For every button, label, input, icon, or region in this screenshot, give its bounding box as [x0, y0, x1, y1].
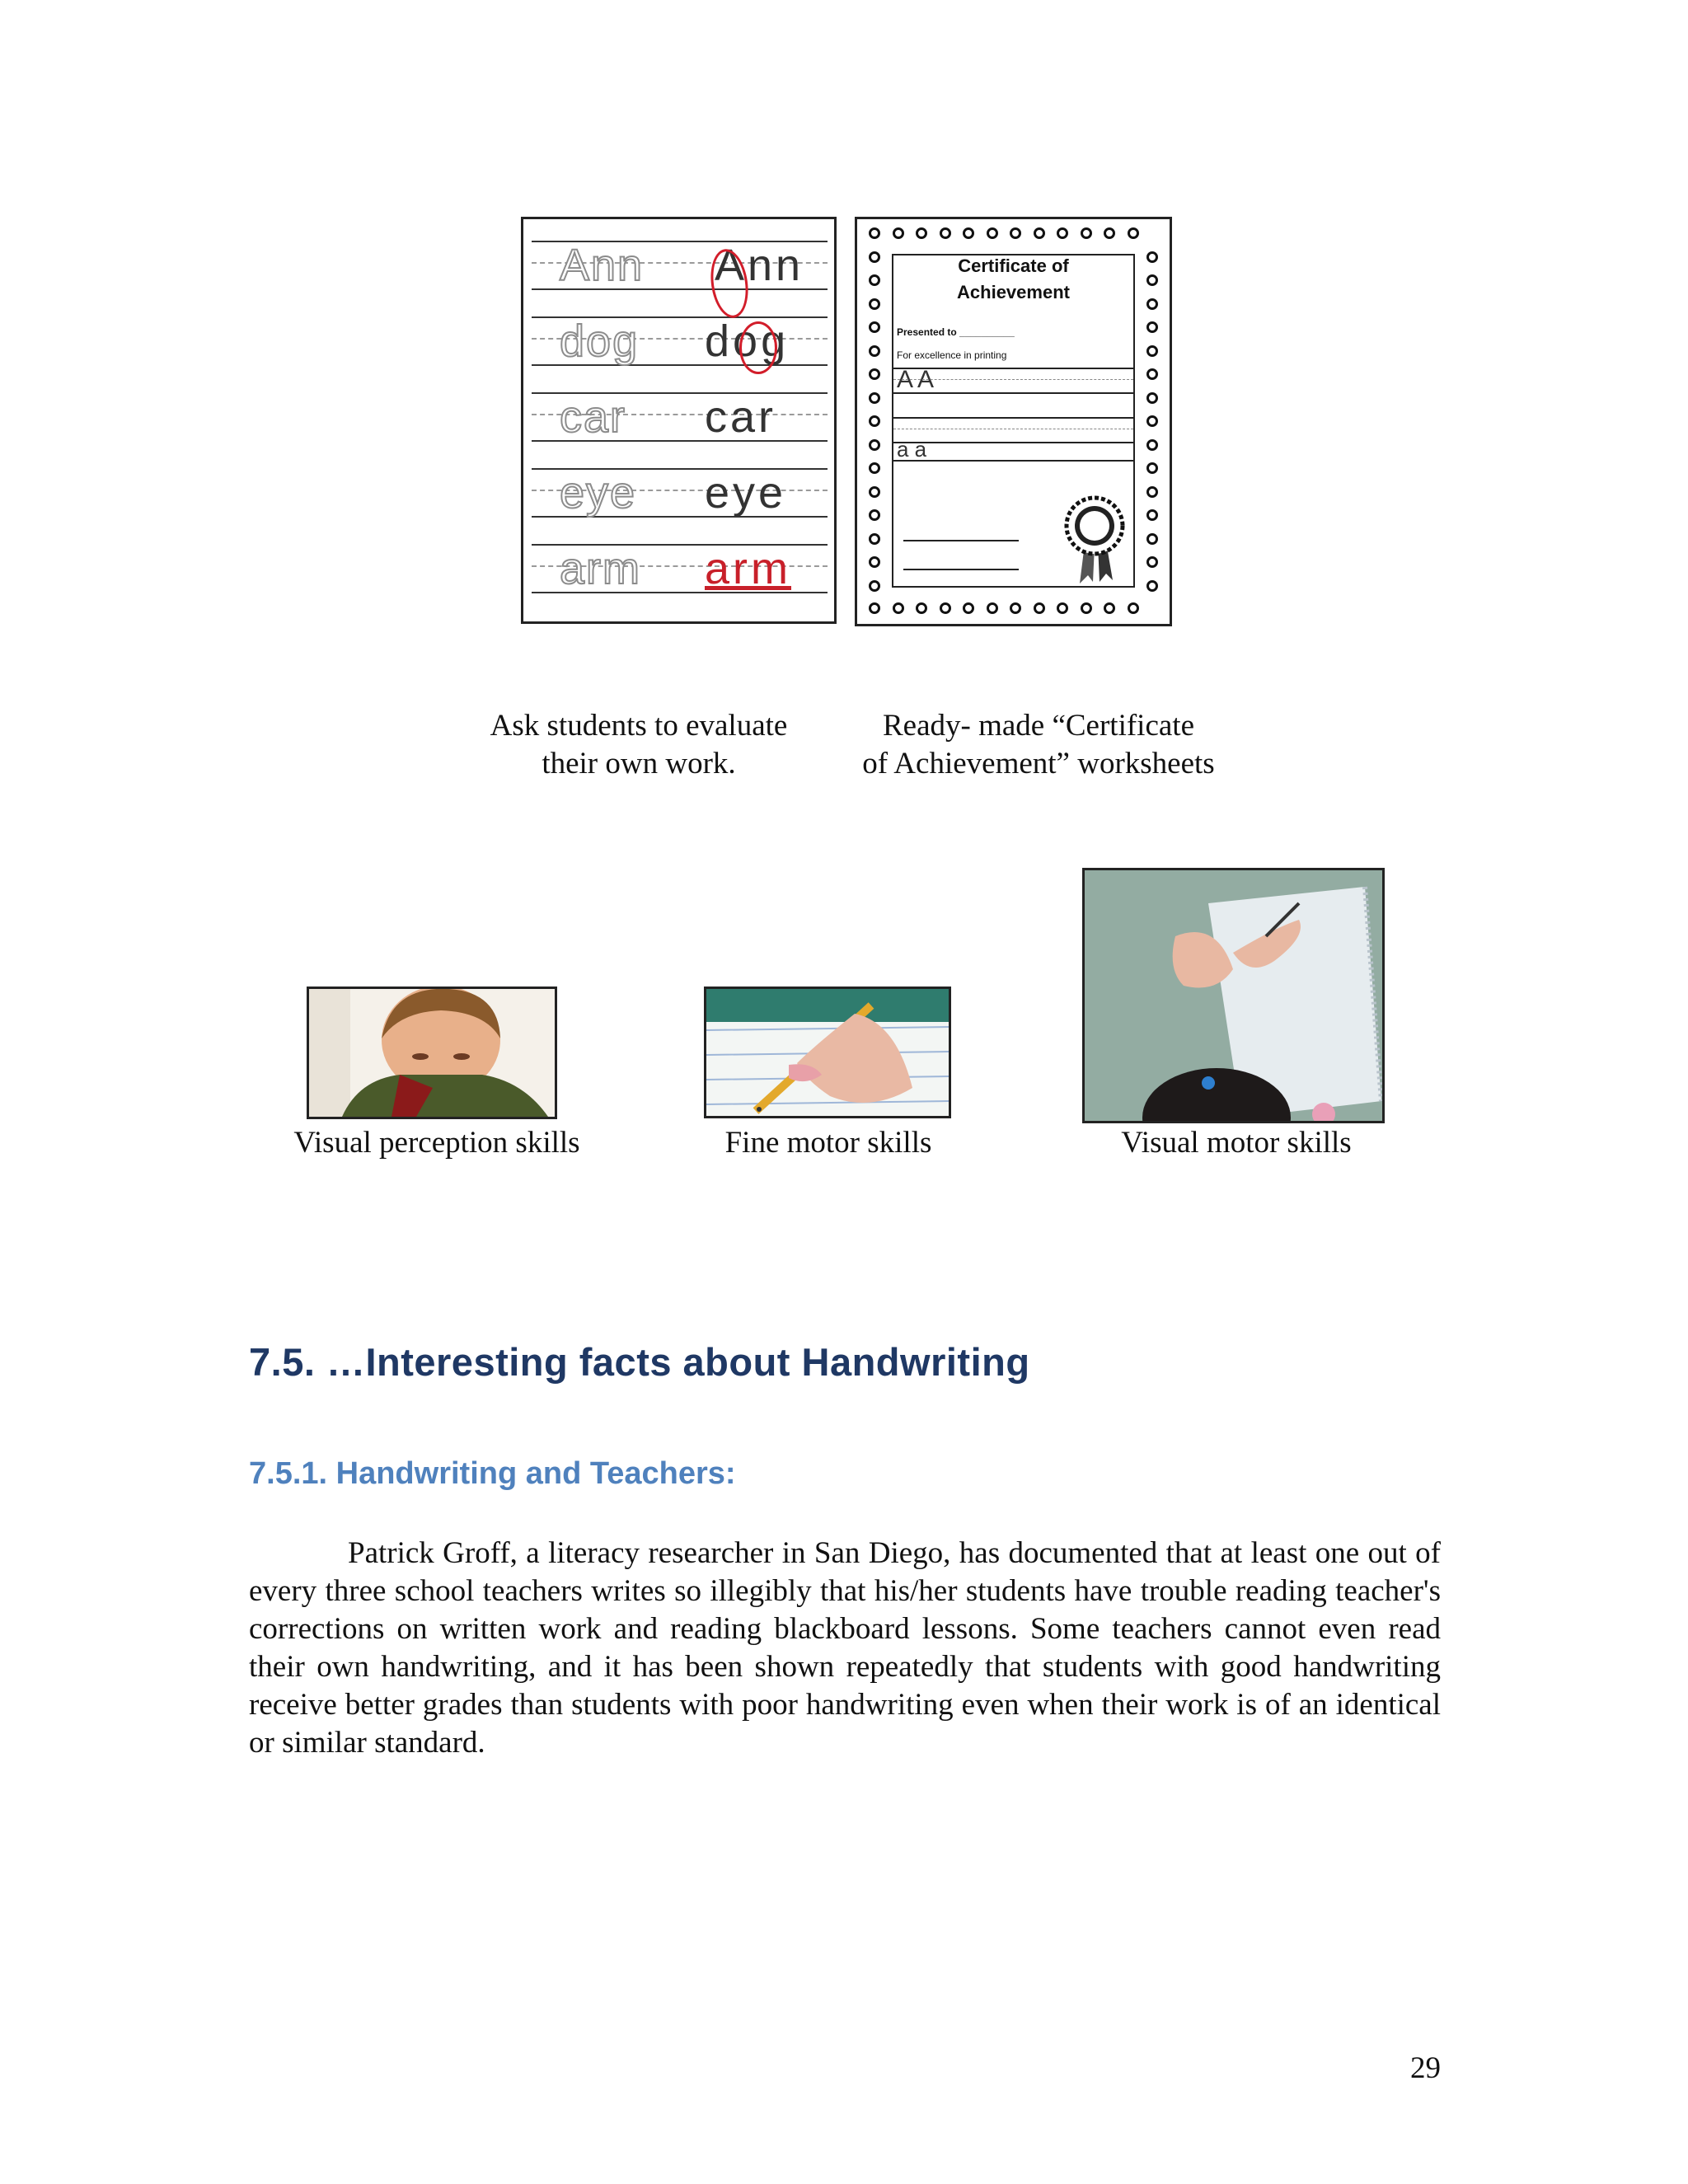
certificate-caption: Ready- made “Certificate of Achievement” worksheets	[862, 709, 1215, 780]
border-dot	[869, 298, 880, 310]
border-dot	[893, 602, 904, 614]
border-dot	[1010, 602, 1021, 614]
student-word: eye	[705, 468, 787, 518]
border-dot	[869, 227, 880, 239]
border-dot	[869, 415, 880, 427]
page-number: 29	[1410, 2051, 1441, 2085]
traced-word: dog	[560, 316, 640, 366]
border-dot	[893, 227, 904, 239]
body-paragraph: Patrick Groff, a literacy researcher in San Diego, has documented that at least one out of every three school teachers writes so illegibly that his/her students have trouble reading teacher's corrections on written work and reading blackboard lessons. Some teachers cannot even read their own handwriting, and it has been shown repeatedly that students with good handwriting receive better grades than students with poor handwriting even when their work is of an identical or similar standard.	[249, 1536, 1441, 1760]
certificate-title: Certificate of	[958, 255, 1069, 276]
border-dot	[1146, 345, 1158, 357]
border-dot	[869, 321, 880, 333]
worksheet-caption: Ask students to evaluate their own work.	[490, 709, 788, 780]
subsection-heading: 7.5.1. Handwriting and Teachers:	[249, 1456, 736, 1491]
border-dot	[1146, 580, 1158, 592]
fine-motor-photo	[704, 987, 951, 1118]
border-dot	[1146, 533, 1158, 545]
student-word: car	[705, 392, 777, 442]
worksheet-row	[532, 392, 828, 442]
border-dot	[987, 602, 998, 614]
border-dot	[869, 439, 880, 451]
border-dot	[963, 227, 974, 239]
border-dot	[869, 580, 880, 592]
worksheet-row	[532, 316, 828, 366]
border-dot	[869, 602, 880, 614]
border-dot	[869, 345, 880, 357]
border-dot	[1146, 298, 1158, 310]
visual-motor-caption: Visual motor skills	[1121, 1126, 1352, 1160]
border-dot	[869, 533, 880, 545]
border-dot	[869, 556, 880, 568]
border-dot	[963, 602, 974, 614]
border-dot	[1081, 227, 1092, 239]
border-dot	[1034, 227, 1045, 239]
worksheet-row	[532, 544, 828, 593]
border-dot	[987, 227, 998, 239]
border-dot	[1146, 392, 1158, 404]
traced-word: car	[560, 392, 627, 442]
border-dot	[916, 227, 927, 239]
border-dot	[1081, 602, 1092, 614]
handwriting-worksheet-image	[521, 217, 837, 624]
border-dot	[1128, 227, 1139, 239]
border-dot	[869, 509, 880, 521]
award-seal-icon	[1062, 494, 1128, 585]
certificate-sample-uppercase: A A	[897, 366, 935, 393]
border-dot	[869, 462, 880, 474]
border-dot	[1146, 462, 1158, 474]
border-dot	[1010, 227, 1021, 239]
traced-word: eye	[560, 468, 637, 518]
border-dot	[1104, 227, 1115, 239]
border-dot	[1146, 251, 1158, 263]
border-dot	[1146, 274, 1158, 286]
certificate-presented-line: Presented to __________	[897, 326, 1015, 338]
border-dot	[1057, 227, 1068, 239]
certificate-inner-frame	[892, 254, 1135, 588]
fine-motor-caption: Fine motor skills	[724, 1126, 932, 1160]
certificate-subtitle: Achievement	[957, 282, 1070, 302]
border-dot	[1146, 556, 1158, 568]
border-dot	[1104, 602, 1115, 614]
border-dot	[1146, 509, 1158, 521]
border-dot	[1146, 415, 1158, 427]
visual-motor-photo	[1082, 868, 1385, 1123]
border-dot	[1146, 321, 1158, 333]
border-dot	[1146, 486, 1158, 498]
border-dot	[869, 486, 880, 498]
border-dot	[1034, 602, 1045, 614]
border-dot	[869, 368, 880, 380]
visual-perception-caption: Visual perception skills	[293, 1126, 580, 1160]
student-word: dog	[705, 316, 790, 366]
border-dot	[869, 392, 880, 404]
student-word-corrected: arm	[705, 544, 791, 593]
certificate-excellence-line: For excellence in printing	[897, 349, 1007, 361]
worksheet-row	[532, 241, 828, 290]
border-dot	[1146, 439, 1158, 451]
border-dot	[940, 602, 951, 614]
traced-word: Ann	[560, 241, 645, 290]
correction-circle	[739, 321, 777, 374]
certificate-worksheet-image	[855, 217, 1172, 626]
border-dot	[869, 251, 880, 263]
traced-word: arm	[560, 544, 641, 593]
border-dot	[869, 274, 880, 286]
border-dot	[916, 602, 927, 614]
border-dot	[1128, 602, 1139, 614]
border-dot	[1057, 602, 1068, 614]
border-dot	[940, 227, 951, 239]
student-word: Ann	[715, 241, 804, 290]
certificate-sample-lowercase: a a	[897, 437, 927, 462]
border-dot	[1146, 368, 1158, 380]
visual-perception-photo	[307, 987, 557, 1119]
worksheet-row	[532, 468, 828, 518]
section-heading: 7.5. …Interesting facts about Handwriting	[249, 1340, 1030, 1384]
